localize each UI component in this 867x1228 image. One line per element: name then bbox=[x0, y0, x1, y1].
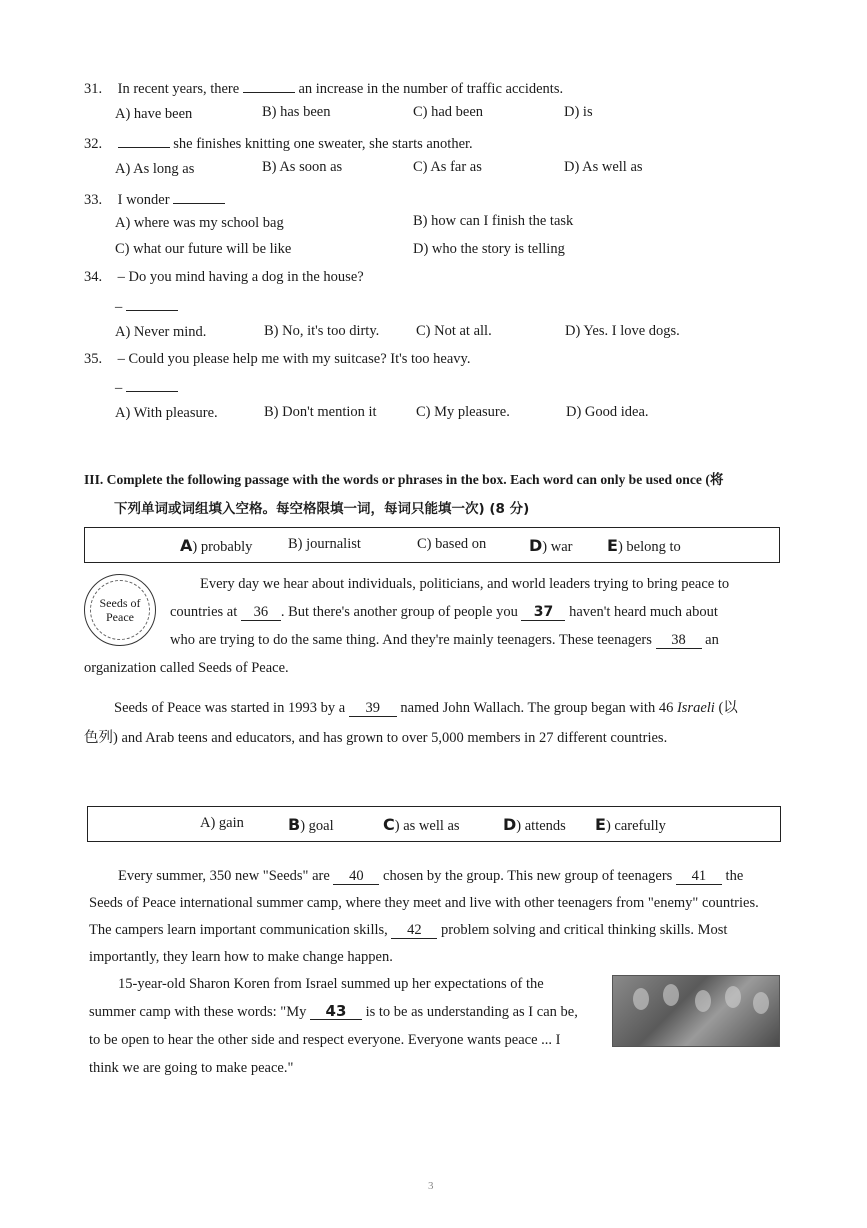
option[interactable]: C) My pleasure. bbox=[416, 404, 510, 420]
text: countries at bbox=[170, 604, 238, 620]
question-35 bbox=[84, 351, 470, 368]
reply-line bbox=[115, 296, 178, 316]
question-32 bbox=[84, 133, 473, 153]
passage-line bbox=[89, 998, 578, 1026]
passage-line: think we are going to make peace." bbox=[89, 1060, 294, 1076]
blank-37[interactable]: 37 bbox=[521, 604, 565, 621]
word-option[interactable] bbox=[503, 815, 566, 835]
option[interactable]: A) With pleasure. bbox=[115, 405, 218, 421]
option[interactable]: B) As soon as bbox=[262, 159, 343, 175]
passage-line: importantly, they learn how to make change happen. bbox=[89, 949, 393, 965]
answer-blank[interactable] bbox=[173, 189, 225, 204]
passage-line bbox=[170, 626, 719, 654]
campers-photo bbox=[612, 975, 780, 1047]
text: who are trying to do the same thing. And they're mainly teenagers. These teenagers bbox=[170, 632, 652, 648]
logo-text: Seeds of bbox=[99, 596, 141, 610]
seeds-of-peace-logo bbox=[84, 574, 156, 646]
section-heading: III. Complete the following passage with the words or phrases in the box. Each word can only be used once (将 bbox=[84, 472, 724, 487]
blank-41[interactable]: 41 bbox=[676, 868, 722, 885]
logo-text: Peace bbox=[106, 610, 134, 624]
text: problem solving and critical thinking skills. Most bbox=[441, 922, 728, 938]
option[interactable]: D) who the story is telling bbox=[413, 241, 565, 257]
answer-blank[interactable] bbox=[118, 133, 170, 148]
blank-36[interactable]: 36 bbox=[241, 604, 281, 621]
word-option[interactable] bbox=[288, 815, 334, 835]
passage-line bbox=[118, 862, 743, 890]
section-heading-cn: 下列单词或词组填入空格。每空格限填一词，每词只能填一次) (8 分) bbox=[114, 501, 530, 517]
option[interactable]: A) where was my school bag bbox=[115, 215, 284, 231]
dash: – bbox=[115, 299, 123, 315]
word-option[interactable] bbox=[607, 536, 681, 556]
text: an bbox=[705, 632, 719, 648]
mark: B bbox=[288, 536, 298, 552]
handwritten-mark: B bbox=[288, 815, 301, 834]
option[interactable]: C) had been bbox=[413, 104, 484, 120]
question-33 bbox=[84, 189, 225, 209]
text: summer camp with these words: "My bbox=[89, 1004, 307, 1020]
question-number: 35. bbox=[84, 351, 103, 367]
question-stem: I wonder bbox=[117, 192, 170, 208]
word-option[interactable] bbox=[200, 815, 244, 832]
word-text: ) carefully bbox=[605, 818, 666, 834]
word-box-1 bbox=[84, 527, 780, 563]
dash: – bbox=[115, 380, 123, 396]
option[interactable]: A) As long as bbox=[115, 161, 195, 177]
option[interactable]: B) No, it's too dirty. bbox=[264, 323, 380, 339]
option[interactable]: C) what our future will be like bbox=[115, 241, 292, 257]
option[interactable]: D) Yes. I love dogs. bbox=[565, 323, 680, 339]
option[interactable]: A) have been bbox=[115, 106, 193, 122]
page-number: 3 bbox=[428, 1180, 434, 1192]
passage-line: organization called Seeds of Peace. bbox=[84, 660, 289, 676]
word-box-2 bbox=[87, 806, 781, 842]
question-number: 34. bbox=[84, 269, 103, 285]
option[interactable]: C) Not at all. bbox=[416, 323, 492, 339]
question-34 bbox=[84, 269, 364, 286]
text: (以 bbox=[718, 700, 738, 716]
handwritten-mark: D bbox=[503, 815, 517, 834]
word-text: ) probably bbox=[192, 539, 253, 555]
answer-blank[interactable] bbox=[126, 296, 178, 311]
italic-word: Israeli bbox=[676, 700, 715, 716]
word-option[interactable] bbox=[288, 536, 361, 553]
text: named John Wallach. The group began with 46 bbox=[400, 700, 674, 716]
answer-blank[interactable] bbox=[126, 377, 178, 392]
text: Every summer, 350 new "Seeds" are bbox=[118, 868, 330, 884]
word-option[interactable] bbox=[595, 815, 666, 835]
option[interactable]: D) As well as bbox=[564, 159, 643, 175]
word-text: A) gain bbox=[200, 815, 244, 831]
handwritten-mark: A bbox=[180, 536, 193, 555]
word-text: ) goal bbox=[300, 818, 334, 834]
word-text: ) based on bbox=[426, 536, 487, 552]
text: haven't heard much about bbox=[569, 604, 718, 620]
question-31 bbox=[84, 78, 563, 98]
passage-line: 色列) and Arab teens and educators, and has grown to over 5,000 members in 27 different countries. bbox=[84, 730, 668, 746]
option[interactable]: A) Never mind. bbox=[115, 324, 207, 340]
text: the bbox=[725, 868, 744, 884]
option[interactable]: D) Good idea. bbox=[566, 404, 649, 420]
word-option[interactable] bbox=[529, 536, 572, 556]
text: . But there's another group of people you bbox=[280, 604, 518, 620]
option[interactable]: C) As far as bbox=[413, 159, 482, 175]
word-text: ) attends bbox=[516, 818, 566, 834]
passage-line: Seeds of Peace international summer camp, where they meet and live with other teenagers from "enemy" countries. bbox=[89, 895, 759, 911]
passage-line: Every day we hear about individuals, politicians, and world leaders trying to bring peace to bbox=[200, 576, 730, 592]
passage-line: 15-year-old Sharon Koren from Israel summed up her expectations of the bbox=[118, 976, 544, 992]
question-number: 32. bbox=[84, 136, 103, 152]
blank-40[interactable]: 40 bbox=[333, 868, 379, 885]
passage-line bbox=[89, 916, 727, 944]
option[interactable]: B) has been bbox=[262, 104, 331, 120]
text: is to be as understanding as I can be, bbox=[365, 1004, 578, 1020]
blank-38[interactable]: 38 bbox=[656, 632, 702, 649]
option[interactable]: B) how can I finish the task bbox=[413, 213, 574, 229]
text: chosen by the group. This new group of teenagers bbox=[383, 868, 673, 884]
blank-42[interactable]: 42 bbox=[391, 922, 437, 939]
blank-43[interactable]: 43 bbox=[310, 1003, 362, 1020]
question-stem: – Do you mind having a dog in the house? bbox=[117, 269, 364, 285]
word-option[interactable] bbox=[383, 815, 460, 835]
handwritten-mark: C bbox=[383, 815, 395, 834]
passage-line bbox=[170, 598, 718, 626]
word-text: ) belong to bbox=[617, 539, 681, 555]
word-option[interactable] bbox=[180, 536, 252, 556]
mark: C bbox=[417, 536, 427, 552]
option[interactable]: B) Don't mention it bbox=[264, 404, 377, 420]
question-number: 31. bbox=[84, 81, 103, 97]
blank-39[interactable]: 39 bbox=[349, 700, 397, 717]
option[interactable]: D) is bbox=[564, 104, 593, 120]
word-text: ) journalist bbox=[297, 536, 361, 552]
question-stem: In recent years, there bbox=[117, 81, 240, 97]
handwritten-mark: D bbox=[529, 536, 543, 555]
word-text: ) war bbox=[542, 539, 573, 555]
passage-line bbox=[114, 694, 738, 722]
question-number: 33. bbox=[84, 192, 103, 208]
passage-line: to be open to hear the other side and respect everyone. Everyone wants peace ... I bbox=[89, 1032, 561, 1048]
question-stem: an increase in the number of traffic accidents. bbox=[298, 81, 564, 97]
question-stem: she finishes knitting one sweater, she starts another. bbox=[173, 136, 473, 152]
handwritten-mark: E bbox=[607, 536, 618, 555]
word-option[interactable] bbox=[417, 536, 486, 553]
reply-line bbox=[115, 377, 178, 397]
text: The campers learn important communication skills, bbox=[89, 922, 388, 938]
handwritten-mark: E bbox=[595, 815, 606, 834]
word-text: ) as well as bbox=[394, 818, 460, 834]
question-stem: – Could you please help me with my suitcase? It's too heavy. bbox=[117, 351, 471, 367]
answer-blank[interactable] bbox=[243, 78, 295, 93]
text: Seeds of Peace was started in 1993 by a bbox=[114, 700, 346, 716]
